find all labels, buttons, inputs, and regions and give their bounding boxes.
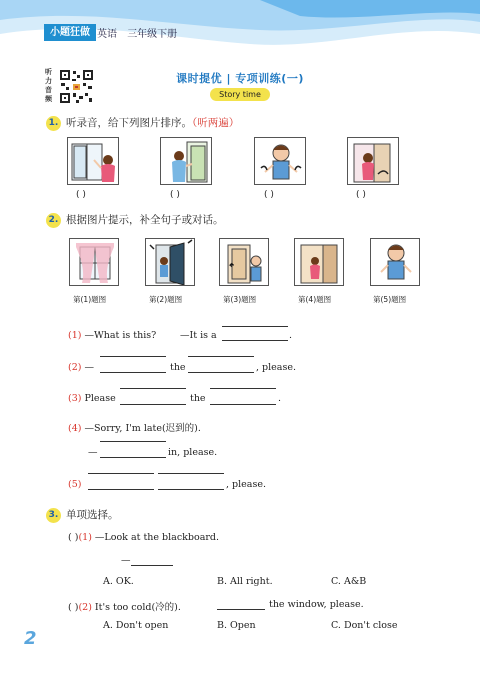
s1-picture-2-close-door <box>160 137 212 185</box>
s2-item-5-end: , please. <box>226 479 266 490</box>
s2-item-2-blank-1-top[interactable] <box>100 356 166 357</box>
s2-item-4-number: (4) <box>68 423 82 434</box>
s2-picture-4-girl-door <box>294 238 344 286</box>
s2-picture-3-boy-door <box>219 238 269 286</box>
s3-question-2 <box>68 599 181 613</box>
s2-item-1-number: (1) <box>68 330 82 341</box>
s2-item-3-blank-2-bottom[interactable] <box>210 404 276 405</box>
s2-item-2-the: the <box>170 362 186 373</box>
s2-item-1-answer-lead: —It is a <box>180 330 217 341</box>
s2-item-1 <box>68 330 156 341</box>
section-3-number: 3. <box>46 508 61 523</box>
door-close-illustration <box>161 138 212 185</box>
s3-q2-option-c[interactable]: C. Don't close <box>331 620 398 631</box>
section-1-number: 1. <box>46 116 61 131</box>
s2-item-5-blank-2-bottom[interactable] <box>158 489 224 490</box>
s2-item-2-blank-1-bottom[interactable] <box>100 372 166 373</box>
boy-illustration <box>255 138 306 185</box>
s3-q2-text: It's too cold(冷的). <box>91 602 181 613</box>
s2-item-5-number: (5) <box>68 479 82 490</box>
s2-caption-1: 第(1)题图 <box>73 295 107 304</box>
s2-item-4-blank-bottom[interactable] <box>100 457 166 458</box>
section-1-text: 听录音，给下列图片排序。 <box>66 117 192 129</box>
s2-item-1-blank-top[interactable] <box>222 326 288 327</box>
s3-q2-option-b[interactable]: B. Open <box>217 620 256 631</box>
s2-item-4-end: in, please. <box>168 447 218 458</box>
girl-door-illustration <box>348 138 399 185</box>
s2-item-2-blank-2-top[interactable] <box>188 356 254 357</box>
s2-item-5 <box>68 479 81 490</box>
s2-item-2-end: , please. <box>256 362 296 373</box>
s2-item-4-reply-dash: — <box>88 447 98 458</box>
s2-item-5-blank-1-bottom[interactable] <box>88 489 154 490</box>
grade-label: 三年级下册 <box>127 29 178 40</box>
s2-item-2-blank-2-bottom[interactable] <box>188 372 254 373</box>
section-1-hint: （听两遍） <box>192 117 240 129</box>
door-open-illustration <box>146 239 195 286</box>
s2-caption-4: 第(4)题图 <box>298 295 332 304</box>
s3-q1-option-b[interactable]: B. All right. <box>217 576 273 587</box>
s2-caption-5: 第(5)题图 <box>373 295 407 304</box>
section-2-text: 根据图片提示，补全句子或对话。 <box>66 214 224 226</box>
s2-item-4-line1: —Sorry, I'm late(迟到的). <box>81 423 201 434</box>
series-tag: 小题狂做 <box>44 24 96 41</box>
header-banner <box>0 0 480 62</box>
s2-picture-2-door <box>145 238 195 286</box>
story-time-pill: Story time <box>210 88 270 101</box>
s3-q2-blank[interactable] <box>217 609 265 610</box>
s3-q1-number: (1) <box>78 532 92 543</box>
s2-item-3-lead: Please <box>81 393 116 404</box>
s1-answer-1[interactable]: ( ) <box>76 190 86 200</box>
s1-answer-2[interactable]: ( ) <box>170 190 180 200</box>
s3-q1-reply: — <box>121 555 131 566</box>
s2-item-3-the: the <box>190 393 206 404</box>
s2-item-5-blank-1-top[interactable] <box>88 473 154 474</box>
section-2-heading <box>46 212 224 228</box>
s2-caption-2: 第(2)题图 <box>149 295 183 304</box>
page-number: 2 <box>24 628 37 649</box>
s3-q1-option-a[interactable]: A. OK. <box>103 576 134 587</box>
window-open-illustration <box>68 138 119 185</box>
s2-item-2-lead: — <box>81 362 94 373</box>
s2-item-3-number: (3) <box>68 393 82 404</box>
s3-q2-option-a[interactable]: A. Don't open <box>103 620 169 631</box>
s2-caption-3: 第(3)题图 <box>223 295 257 304</box>
qr-label: 听力音频 <box>45 68 52 103</box>
s3-q2-answer-paren[interactable]: ( ) <box>68 602 79 613</box>
girl-door-2-illustration <box>295 239 344 286</box>
s2-picture-1-window <box>69 238 119 286</box>
s2-item-3-blank-1-bottom[interactable] <box>120 404 186 405</box>
s2-item-2 <box>68 362 94 373</box>
section-3-heading <box>46 507 119 523</box>
boy-2-illustration <box>371 239 420 286</box>
s1-picture-3-boy <box>254 137 306 185</box>
s1-picture-1-open-window <box>67 137 119 185</box>
s3-q2-number: (2) <box>78 602 92 613</box>
s2-item-2-number: (2) <box>68 362 82 373</box>
s1-picture-4-girl-door <box>347 137 399 185</box>
s3-q1-answer-paren[interactable]: ( ) <box>68 532 79 543</box>
s3-question-1 <box>68 532 219 543</box>
lesson-title: 课时提优 | 专项训练(一) <box>176 72 304 85</box>
s1-answer-3[interactable]: ( ) <box>264 190 274 200</box>
s2-item-1-question: —What is this? <box>81 330 157 341</box>
section-2-number: 2. <box>46 213 61 228</box>
s2-item-4-blank-top[interactable] <box>100 441 166 442</box>
s2-item-5-blank-2-top[interactable] <box>158 473 224 474</box>
s2-item-4 <box>68 420 201 434</box>
boy-door-illustration <box>220 239 269 286</box>
section-3-text: 单项选择。 <box>66 509 119 521</box>
s2-picture-5-boy <box>370 238 420 286</box>
subject-label: 英语 <box>97 29 117 40</box>
s2-item-3 <box>68 393 116 404</box>
s3-q1-option-c[interactable]: C. A&B <box>331 576 367 587</box>
s3-q2-tail: the window, please. <box>269 599 364 610</box>
s1-answer-4[interactable]: ( ) <box>356 190 366 200</box>
s3-q1-reply-blank[interactable] <box>131 565 173 566</box>
s2-item-3-blank-2-top[interactable] <box>210 388 276 389</box>
s2-item-1-blank-bottom[interactable] <box>222 340 288 341</box>
window-curtain-illustration <box>70 239 119 286</box>
s2-item-1-end: . <box>289 330 293 341</box>
s3-q1-text: —Look at the blackboard. <box>91 532 219 543</box>
subject-grade <box>97 25 184 40</box>
section-1-heading <box>46 115 239 131</box>
s2-item-3-end: . <box>278 393 282 404</box>
s2-item-3-blank-1-top[interactable] <box>120 388 186 389</box>
